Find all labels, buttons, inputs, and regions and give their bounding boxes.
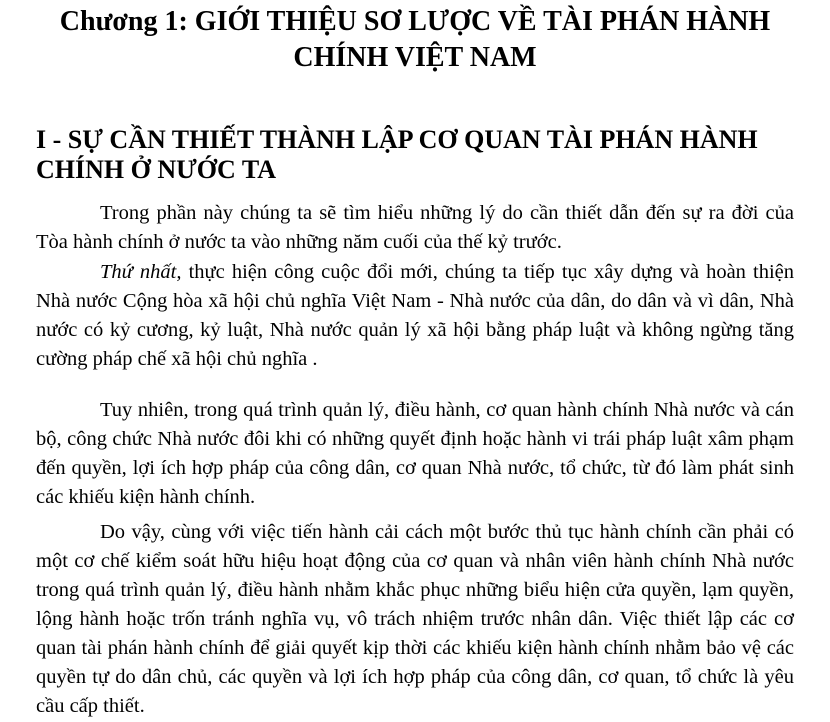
paragraph-therefore-text: Do vậy, cùng với việc tiến hành cải cách một bước thủ tục hành chính cần phải có một cơ chế kiểm soát hữu hiệu hoạt động của cơ quan và nhân viên hành chính Nhà nước trong quá trình quản lý, điều hành nhằm khắc phục những biểu hiện cửa quyền, lạm quyền, lộng hành hoặc trốn tránh nghĩa vụ, vô trách nhiệm trước nhân dân. Việc thiết lập các cơ quan tài phán hành chính để giải quyết kịp thời các khiếu kiện hành chính nhằm bảo vệ các quyền tự do dân chủ, các quyền và lợi ích hợp pháp của công dân, cơ quan, tổ chức là yêu cầu cấp thiết.	[36, 521, 794, 717]
paragraph-first-reason-text: thực hiện công cuộc đổi mới, chúng ta tiếp tục xây dựng và hoàn thiện Nhà nước Cộng hòa xã hội chủ nghĩa Việt Nam - Nhà nước của dân, do dân và vì dân, Nhà nước có kỷ cương, kỷ luật, Nhà nước quản lý xã hội bằng pháp luật và không ngừng tăng cường pháp chế xã hội chủ nghĩa .	[36, 261, 795, 370]
paragraph-however-text: Tuy nhiên, trong quá trình quản lý, điều hành, cơ quan hành chính Nhà nước và cán bộ, công chức Nhà nước đôi khi có những quyết định hoặc hành vi trái pháp luật xâm phạm đến quyền, lợi ích hợp pháp của công dân, cơ quan Nhà nước, tổ chức, từ đó làm phát sinh các khiếu kiện hành chính.	[36, 399, 794, 508]
section-title	[36, 125, 796, 185]
chapter-title-line-1: Chương 1: GIỚI THIỆU SƠ LƯỢC VỀ TÀI PHÁN HÀNH	[59, 6, 771, 37]
paragraph-therefore	[36, 518, 794, 721]
paragraph-intro-text: Trong phần này chúng ta sẽ tìm hiểu những lý do cần thiết dẫn đến sự ra đời của Tòa hành chính ở nước ta vào những năm cuối của thế kỷ trước.	[36, 202, 794, 253]
paragraph-intro	[36, 199, 794, 257]
section-title-line-1: I - SỰ CẦN THIẾT THÀNH LẬP CƠ QUAN TÀI PHÁN HÀNH	[36, 125, 758, 154]
section-title-line-2: CHÍNH Ở NƯỚC TA	[36, 155, 277, 184]
paragraph-first-reason	[36, 258, 794, 374]
paragraph-however	[36, 396, 794, 512]
chapter-title-line-2: CHÍNH VIỆT NAM	[293, 42, 537, 73]
chapter-title	[0, 4, 830, 76]
paragraph-first-reason-lead: Thứ nhất,	[100, 261, 182, 283]
